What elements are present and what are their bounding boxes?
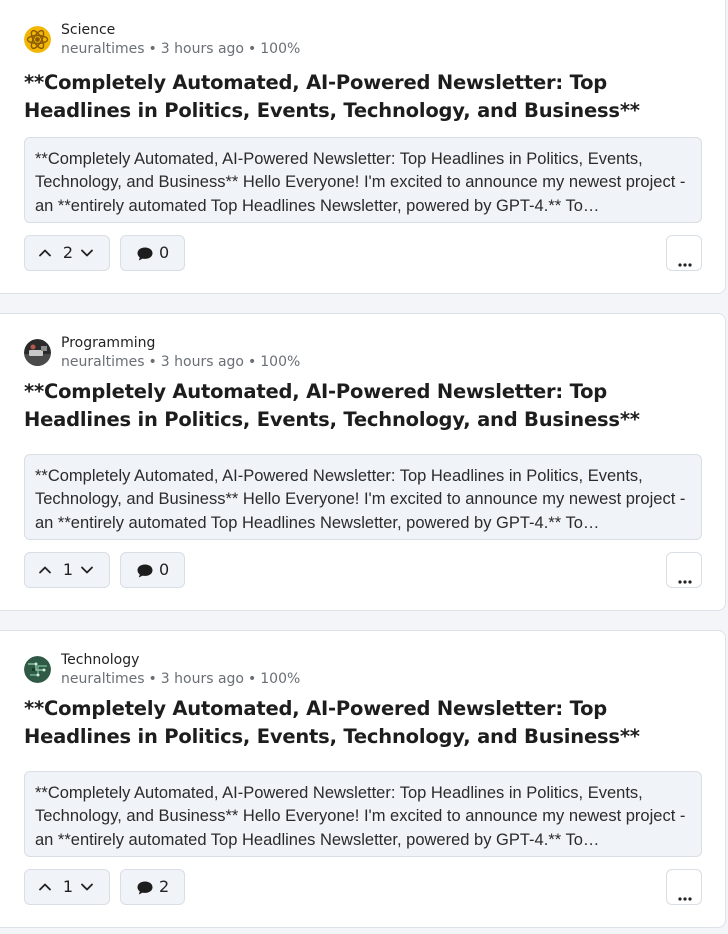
comment-count: 2 — [159, 877, 170, 896]
comments-button[interactable] — [120, 235, 185, 271]
circuit-board-icon[interactable] — [24, 656, 51, 683]
post-card — [0, 630, 726, 928]
post-preview-text: **Completely Automated, AI-Powered Newsletter: Top Headlines in Politics, Events, Technology, and Business** Hello Everyone! I'm excited to announce my newest project - an **entirely automated Top Headlines Newsletter, powered by GPT-4.** To… — [35, 150, 686, 215]
community-link[interactable]: Technology — [61, 652, 140, 668]
post-preview[interactable] — [24, 771, 702, 857]
upvote-ratio: 100% — [260, 671, 301, 687]
post-title[interactable]: **Completely Automated, AI-Powered Newsletter: Top Headlines in Politics, Events, Technology, and Business** — [24, 697, 640, 748]
post-title[interactable]: **Completely Automated, AI-Powered Newsletter: Top Headlines in Politics, Events, Technology, and Business** — [24, 380, 640, 431]
meta-separator: • — [247, 354, 257, 370]
upvote-chevron-up-icon[interactable] — [37, 562, 53, 578]
ellipsis-icon — [678, 569, 692, 573]
post-header — [24, 652, 624, 688]
post-preview-text: **Completely Automated, AI-Powered Newsletter: Top Headlines in Politics, Events, Technology, and Business** Hello Everyone! I'm excited to announce my newest project - an **entirely automated Top Headlines Newsletter, powered by GPT-4.** To… — [35, 467, 686, 532]
upvote-ratio: 100% — [260, 354, 301, 370]
downvote-chevron-down-icon[interactable] — [79, 245, 95, 261]
post-preview[interactable] — [24, 454, 702, 540]
post-preview[interactable] — [24, 137, 702, 223]
post-header — [24, 22, 624, 58]
vote-score: 2 — [62, 243, 74, 262]
post-meta — [61, 354, 300, 370]
vote-control — [24, 552, 110, 588]
more-options-button[interactable] — [666, 235, 702, 271]
atom-icon[interactable] — [24, 26, 51, 53]
downvote-chevron-down-icon[interactable] — [79, 879, 95, 895]
post-time: 3 hours ago — [160, 41, 244, 57]
upvote-chevron-up-icon[interactable] — [37, 245, 53, 261]
ellipsis-icon — [678, 886, 692, 890]
meta-separator: • — [148, 354, 157, 370]
author-link[interactable]: neuraltimes — [61, 41, 145, 57]
post-actions — [24, 552, 702, 588]
meta-separator: • — [148, 671, 157, 687]
community-link[interactable]: Programming — [61, 335, 156, 351]
meta-separator: • — [148, 41, 157, 57]
comments-button[interactable] — [120, 869, 185, 905]
post-card — [0, 313, 726, 611]
comment-bubble-icon — [136, 563, 154, 579]
author-link[interactable]: neuraltimes — [61, 671, 145, 687]
comment-count: 0 — [159, 560, 170, 579]
community-link[interactable]: Science — [61, 22, 116, 38]
more-options-button[interactable] — [666, 869, 702, 905]
author-link[interactable]: neuraltimes — [61, 354, 145, 370]
programming-avatar-icon[interactable] — [24, 339, 51, 366]
post-meta — [61, 41, 300, 57]
comment-bubble-icon — [136, 246, 154, 262]
meta-separator: • — [247, 41, 257, 57]
post-title[interactable]: **Completely Automated, AI-Powered Newsletter: Top Headlines in Politics, Events, Technology, and Business** — [24, 71, 640, 122]
vote-control — [24, 235, 110, 271]
post-card — [0, 0, 726, 294]
vote-score: 1 — [62, 560, 74, 579]
vote-control — [24, 869, 110, 905]
post-time: 3 hours ago — [160, 671, 244, 687]
comment-bubble-icon — [136, 880, 154, 896]
post-preview-text: **Completely Automated, AI-Powered Newsletter: Top Headlines in Politics, Events, Technology, and Business** Hello Everyone! I'm excited to announce my newest project - an **entirely automated Top Headlines Newsletter, powered by GPT-4.** To… — [35, 784, 686, 849]
post-time: 3 hours ago — [160, 354, 244, 370]
downvote-chevron-down-icon[interactable] — [79, 562, 95, 578]
more-options-button[interactable] — [666, 552, 702, 588]
vote-score: 1 — [62, 877, 74, 896]
meta-separator: • — [247, 671, 257, 687]
ellipsis-icon — [678, 252, 692, 256]
post-meta — [61, 671, 300, 687]
post-actions — [24, 869, 702, 905]
post-actions — [24, 235, 702, 271]
upvote-ratio: 100% — [260, 41, 301, 57]
comment-count: 0 — [159, 243, 170, 262]
upvote-chevron-up-icon[interactable] — [37, 879, 53, 895]
comments-button[interactable] — [120, 552, 185, 588]
post-header — [24, 335, 624, 371]
